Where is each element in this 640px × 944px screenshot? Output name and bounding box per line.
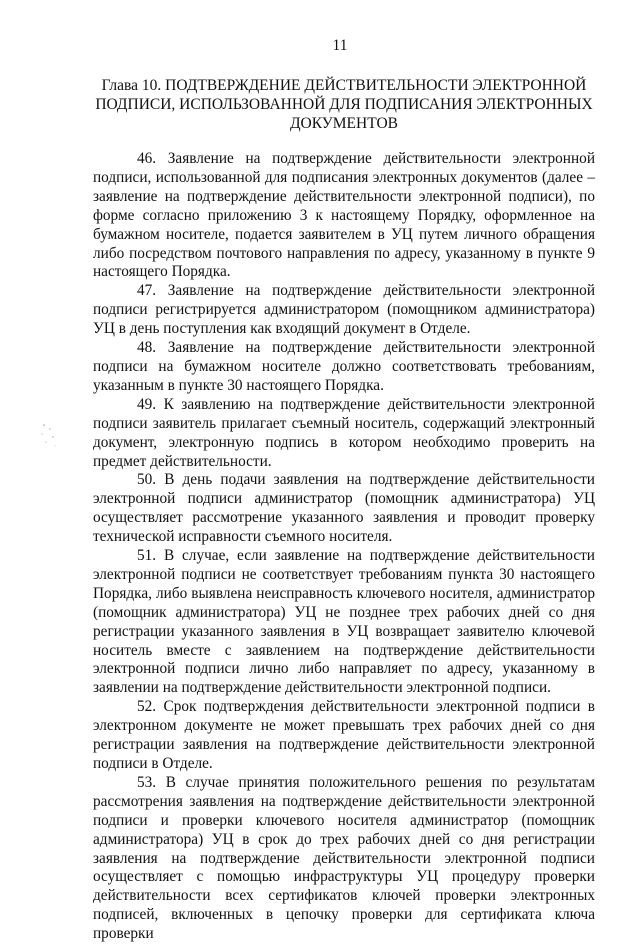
paragraph-49: 49. К заявлению на подтверждение действительности электронной подписи заявитель прилагает съемный носитель, содержащий электронный документ, электронную подпись в котором необходимо проверить на предмет действительности. [93,395,595,470]
page-number: 11 [332,37,348,54]
paragraph-48: 48. Заявление на подтверждение действительности электронной подписи на бумажном носителе должно соответствовать требованиям, указанным в пункте 30 настоящего Порядка. [93,339,595,394]
paragraph-50: 50. В день подачи заявления на подтверждение действительности электронной подписи администратор (помощник администратора) УЦ осуществляет рассмотрение указанного заявления и проводит проверку технической исправности съемного носителя. [93,471,595,546]
document-body [93,150,595,944]
scan-speck-icon [38,420,60,450]
paragraph-52: 52. Срок подтверждения действительности электронной подписи в электронном документе не может превышать трех рабочих дней со дня регистрации заявления на подтверждение действительности электронной подписи в Отделе. [93,698,595,772]
paragraph-46: 46. Заявление на подтверждение действительности электронной подписи, использованной для подписания электронных документов (далее – заявление на подтверждение действительности электронной подписи), по форме согласно приложению 3 к настоящему Порядку, оформленное на бумажном носителе, подается заявителем в УЦ путем личного обращения либо посредством почтового направления по адресу, указанному в пункте 9 настоящего Порядка. [93,150,595,281]
chapter-heading: Глава 10. ПОДТВЕРЖДЕНИЕ ДЕЙСТВИТЕЛЬНОСТИ ЭЛЕКТРОННОЙ ПОДПИСИ, ИСПОЛЬЗОВАННОЙ ДЛЯ ПОДПИСАНИЯ ЭЛЕКТРОННЫХ ДОКУМЕНТОВ [95,77,593,132]
paragraph-51: 51. В случае, если заявление на подтверждение действительности электронной подписи не соответствует требованиям пункта 30 настоящего Порядка, либо выявлена неисправность ключевого носителя, администратор (помощник администратора) УЦ не позднее трех рабочих дней со дня регистрации указанного заявления в УЦ возвращает заявителю ключевой носитель вместе с заявлением на подтверждение действительности электронной подписи лично либо направляет по адресу, указанному в заявлении на подтверждение действительности электронной подписи. [93,547,595,697]
paragraph-47: 47. Заявление на подтверждение действительности электронной подписи регистрируется администратором (помощником администратора) УЦ в день поступления как входящий документ в Отделе. [93,282,595,338]
paragraph-53: 53. В случае принятия положительного решения по результатам рассмотрения заявления на подтверждение действительности электронной подписи и проверки ключевого носителя администратор (помощник администратора) УЦ в срок до трех рабочих дней со дня регистрации заявления на подтверждение действительности электронной подписи осуществляет с помощью инфраструктуры УЦ процедуру проверки действительности всех сертификатов ключей проверки электронных подписей, включенных в цепочку проверки для сертификата ключа проверки [93,773,595,943]
